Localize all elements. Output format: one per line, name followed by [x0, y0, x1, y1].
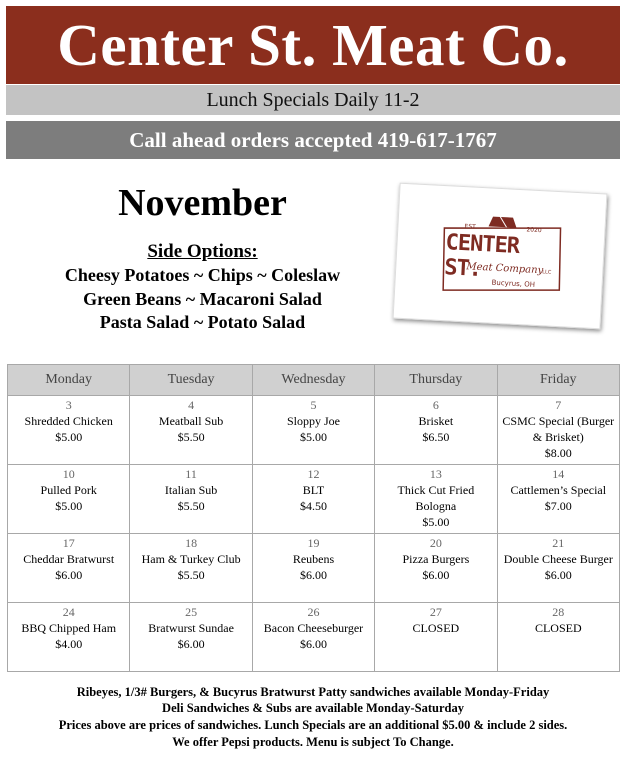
call-ahead-bar: Call ahead orders accepted 419-617-1767 — [6, 121, 620, 159]
day-number: 12 — [307, 467, 320, 481]
day-number: 3 — [65, 398, 72, 412]
logo-sub: Meat Company — [466, 261, 544, 277]
calendar-week-row — [8, 396, 620, 465]
dish-name: Bacon Cheeseburger — [263, 621, 364, 635]
dish-name: BLT — [302, 483, 325, 497]
lunch-calendar — [7, 364, 620, 672]
dish-name: Meatball Sub — [158, 414, 224, 428]
dish-price: $6.00 — [299, 568, 327, 582]
logo-est: EST. — [464, 223, 478, 231]
month-title: November — [118, 182, 287, 224]
calendar-day-cell — [497, 396, 619, 465]
day-number: 17 — [62, 536, 75, 550]
day-header-thursday: Thursday — [375, 365, 497, 396]
calendar-day-cell — [497, 534, 619, 603]
calendar-day-cell — [8, 465, 130, 534]
dish-price: $6.00 — [299, 637, 327, 651]
dish-price: $5.00 — [422, 515, 450, 529]
logo-llc: LLC — [542, 269, 552, 276]
day-number: 4 — [188, 398, 195, 412]
calendar-day-cell — [8, 534, 130, 603]
dish-name: Cattlemen’s Special — [510, 483, 607, 497]
calendar-day-cell — [375, 534, 497, 603]
calendar-week-row — [8, 534, 620, 603]
calendar-day-cell — [8, 396, 130, 465]
side-options-line: Pasta Salad ~ Potato Salad — [99, 312, 306, 332]
dish-price: $6.00 — [55, 568, 83, 582]
company-logo — [433, 210, 569, 301]
day-number: 5 — [310, 398, 317, 412]
dish-price: $5.50 — [177, 568, 205, 582]
day-header-monday: Monday — [8, 365, 130, 396]
dish-name: Cheddar Bratwurst — [23, 552, 115, 566]
dish-price: $6.00 — [177, 637, 205, 651]
dish-price: $5.00 — [55, 499, 83, 513]
logo-location: Bucyrus, OH — [491, 278, 536, 289]
side-options-line: Cheesy Potatoes ~ Chips ~ Coleslaw — [64, 265, 341, 285]
calendar-day-cell — [130, 603, 252, 672]
day-number: 7 — [555, 398, 562, 412]
day-number: 18 — [185, 536, 198, 550]
footer-note: Ribeyes, 1/3# Burgers, & Bucyrus Bratwurst Patty sandwiches available Monday-Friday — [76, 685, 550, 699]
dish-price: $6.00 — [544, 568, 572, 582]
day-number: 19 — [307, 536, 320, 550]
dish-price: $5.00 — [299, 430, 327, 444]
cleaver-icon — [489, 216, 517, 227]
dish-name: BBQ Chipped Ham — [21, 621, 117, 635]
logo-name: CENTER ST. — [443, 230, 520, 283]
calendar-week-row — [8, 603, 620, 672]
calendar-day-cell — [497, 603, 619, 672]
dish-name: Sloppy Joe — [286, 414, 340, 428]
dish-name: CLOSED — [412, 621, 460, 635]
dish-price: $5.50 — [177, 499, 205, 513]
logo-year: 2020 — [526, 226, 542, 235]
dish-price: $4.00 — [55, 637, 83, 651]
dish-name: Bratwurst Sundae — [148, 621, 234, 635]
dish-name: Pulled Pork — [40, 483, 97, 497]
day-header-tuesday: Tuesday — [130, 365, 252, 396]
day-number: 10 — [62, 467, 75, 481]
day-header-friday: Friday — [497, 365, 619, 396]
calendar-day-cell — [497, 465, 619, 534]
dish-name: Italian Sub — [164, 483, 218, 497]
footer-note: Deli Sandwiches & Subs are available Monday-Saturday — [162, 701, 464, 715]
calendar-day-cell — [8, 603, 130, 672]
day-number: 21 — [552, 536, 565, 550]
footer-note: Prices above are prices of sandwiches. Lunch Specials are an additional $5.00 & include 2 sides. — [58, 718, 568, 732]
day-number: 26 — [307, 605, 320, 619]
calendar-day-cell — [252, 603, 374, 672]
side-options-title: Side Options: — [147, 241, 258, 262]
dish-price: $5.00 — [55, 430, 83, 444]
dish-name: Pizza Burgers — [402, 552, 470, 566]
calendar-day-cell — [375, 396, 497, 465]
calendar-day-cell — [130, 396, 252, 465]
logo-photo-card — [393, 183, 608, 330]
dish-name: Brisket — [418, 414, 454, 428]
day-number: 14 — [552, 467, 565, 481]
calendar-day-cell — [252, 396, 374, 465]
calendar-day-cell — [130, 465, 252, 534]
day-number: 28 — [552, 605, 565, 619]
dish-name: Double Cheese Burger — [503, 552, 613, 566]
dish-name: CLOSED — [534, 621, 582, 635]
calendar-week-row — [8, 465, 620, 534]
lunch-hours-bar: Lunch Specials Daily 11-2 — [6, 85, 620, 115]
dish-name: Thick Cut Fried Bologna — [397, 483, 475, 513]
day-number: 20 — [429, 536, 442, 550]
dish-name: Shredded Chicken — [24, 414, 113, 428]
day-number: 6 — [432, 398, 439, 412]
calendar-day-cell — [252, 465, 374, 534]
dish-price: $8.00 — [544, 446, 572, 460]
calendar-day-cell — [130, 534, 252, 603]
dish-price: $4.50 — [299, 499, 327, 513]
day-number: 24 — [62, 605, 75, 619]
calendar-day-cell — [375, 603, 497, 672]
calendar-day-cell — [375, 465, 497, 534]
dish-name: CSMC Special (Burger & Brisket) — [502, 414, 615, 444]
dish-name: Reubens — [292, 552, 335, 566]
side-options-line: Green Beans ~ Macaroni Salad — [83, 289, 322, 309]
dish-price: $7.00 — [544, 499, 572, 513]
day-number: 25 — [185, 605, 198, 619]
calendar-day-cell — [252, 534, 374, 603]
day-number: 13 — [429, 467, 442, 481]
day-number: 11 — [185, 467, 197, 481]
day-number: 27 — [429, 605, 442, 619]
dish-price: $6.00 — [422, 568, 450, 582]
dish-price: $5.50 — [177, 430, 205, 444]
business-name-banner: Center St. Meat Co. — [6, 6, 620, 84]
dish-price: $6.50 — [422, 430, 450, 444]
day-header-wednesday: Wednesday — [252, 365, 374, 396]
footer-note: We offer Pepsi products. Menu is subject To Change. — [172, 735, 454, 749]
dish-name: Ham & Turkey Club — [141, 552, 241, 566]
